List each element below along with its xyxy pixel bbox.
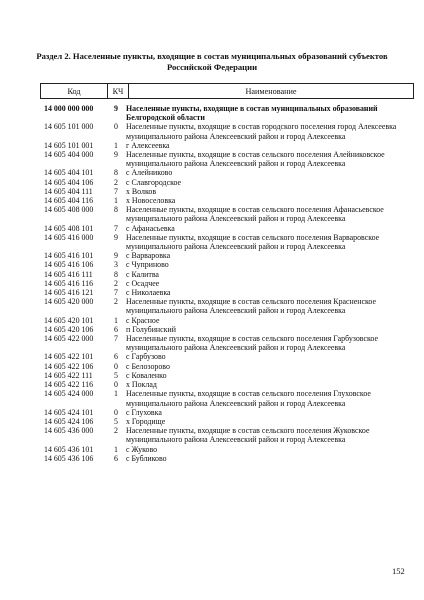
table-row [44, 196, 414, 205]
name-cell: с Жуково [126, 444, 158, 454]
name-cell: с Калитва [126, 269, 159, 279]
code-cell: 14 605 404 000 [44, 150, 94, 160]
code-cell: 14 605 101 001 [44, 140, 94, 150]
table-row [44, 334, 414, 352]
name-cell: с Афанасьевка [126, 223, 175, 233]
code-cell: 14 605 420 000 [44, 297, 94, 307]
column-header-code: Код [41, 84, 108, 99]
code-cell: 14 605 424 000 [44, 389, 94, 399]
name-cell: с Красное [126, 315, 160, 325]
kch-cell: 9 [114, 232, 118, 242]
kch-cell: 1 [114, 140, 118, 150]
table-row [44, 417, 414, 426]
kch-cell: 9 [114, 150, 118, 160]
name-cell: х Городище [126, 416, 166, 426]
kch-cell: 8 [114, 205, 118, 215]
table-row [44, 279, 414, 288]
column-header-kch: КЧ [108, 84, 129, 99]
table-row [44, 205, 414, 223]
code-cell: 14 605 404 101 [44, 168, 94, 178]
code-cell: 14 605 404 106 [44, 177, 94, 187]
name-cell: х Поклад [126, 380, 157, 390]
name-cell: с Варваровка [126, 251, 171, 261]
code-cell: 14 605 422 111 [44, 370, 93, 380]
name-cell: х Волков [126, 186, 157, 196]
table-row [44, 426, 414, 444]
name-cell: с Славгородское [126, 177, 182, 187]
code-cell: 14 605 420 101 [44, 315, 94, 325]
code-cell: 14 605 101 000 [44, 122, 94, 132]
kch-cell: 8 [114, 269, 118, 279]
name-cell: Населенные пункты, входящие в состав муниципальных образований Белгородской области [126, 104, 378, 123]
table-row [44, 251, 414, 260]
kch-cell: 8 [114, 168, 118, 178]
kch-cell: 7 [114, 186, 118, 196]
table-row [44, 371, 414, 380]
code-cell: 14 605 422 101 [44, 352, 94, 362]
code-cell: 14 605 422 106 [44, 361, 94, 371]
section-title: Раздел 2. Населенные пункты, входящие в состав муниципальных образований субъектов Российской Федерации [36, 51, 388, 72]
settlements-table [44, 104, 414, 463]
code-cell: 14 605 416 101 [44, 251, 94, 261]
name-cell: с Чуприново [126, 260, 169, 270]
table-row [44, 325, 414, 334]
kch-cell: 2 [114, 297, 118, 307]
table-row [44, 224, 414, 233]
table-row [44, 260, 414, 269]
code-cell: 14 605 436 106 [44, 453, 94, 463]
column-header-name: Наименование [129, 84, 414, 99]
table-row [44, 445, 414, 454]
table-row [44, 288, 414, 297]
table-row [44, 233, 414, 251]
table-row [44, 168, 414, 177]
table-row [44, 104, 414, 122]
table-row [44, 454, 414, 463]
name-cell: с Бубликово [126, 453, 167, 463]
code-cell: 14 605 408 101 [44, 223, 94, 233]
code-cell: 14 605 424 106 [44, 416, 94, 426]
code-cell: 14 605 422 000 [44, 334, 94, 344]
code-cell: 14 605 436 101 [44, 444, 94, 454]
name-cell: Населенные пункты, входящие в состав сельского поселения Жуковское муниципального района Алексеевский район и город Алексеевка [126, 426, 370, 445]
name-cell: Населенные пункты, входящие в состав сельского поселения Гарбузовское муниципального района Алексеевский район и город Алексеевка [126, 334, 378, 353]
name-cell: с Николаевка [126, 288, 171, 298]
code-cell: 14 605 416 116 [44, 278, 94, 288]
name-cell: с Осадчее [126, 278, 160, 288]
table-row [44, 316, 414, 325]
name-cell: Населенные пункты, входящие в состав сельского поселения Глуховское муниципального района Алексеевский район и город Алексеевка [126, 389, 371, 408]
name-cell: с Белозорово [126, 361, 170, 371]
kch-cell: 6 [114, 453, 118, 463]
kch-cell: 5 [114, 370, 118, 380]
code-cell: 14 605 420 106 [44, 324, 94, 334]
table-header [40, 83, 414, 99]
code-cell: 14 605 416 111 [44, 269, 93, 279]
table-row [44, 178, 414, 187]
code-cell: 14 605 416 121 [44, 288, 94, 298]
name-cell: п Голубинский [126, 324, 176, 334]
kch-cell: 0 [114, 122, 118, 132]
name-cell: г Алексеевка [126, 140, 170, 150]
kch-cell: 3 [114, 260, 118, 270]
table-row [44, 187, 414, 196]
code-cell: 14 605 424 101 [44, 407, 94, 417]
kch-cell: 1 [114, 315, 118, 325]
table-row [44, 389, 414, 407]
name-cell: с Глуховка [126, 407, 162, 417]
code-cell: 14 000 000 000 [44, 104, 94, 113]
table-row [44, 270, 414, 279]
name-cell: Населенные пункты, входящие в состав сельского поселения Афанасьевское муниципального района Алексеевский район и город Алексеевка [126, 205, 384, 224]
name-cell: Населенные пункты, входящие в состав городского поселения город Алексеевка муниципального района Алексеевский район и город Алексеевка [126, 122, 397, 141]
kch-cell: 7 [114, 288, 118, 298]
kch-cell: 9 [114, 251, 118, 261]
name-cell: Населенные пункты, входящие в состав сельского поселения Красненское муниципального района Алексеевский район и город Алексеевка [126, 297, 376, 316]
code-cell: 14 605 422 116 [44, 380, 94, 390]
page-number: 152 [392, 566, 405, 576]
kch-cell: 0 [114, 407, 118, 417]
kch-cell: 2 [114, 278, 118, 288]
code-cell: 14 605 416 106 [44, 260, 94, 270]
table-row [44, 141, 414, 150]
name-cell: с Коваленко [126, 370, 167, 380]
kch-cell: 1 [114, 196, 118, 206]
kch-cell: 0 [114, 380, 118, 390]
name-cell: Населенные пункты, входящие в состав сельского поселения Варваровское муниципального района Алексеевский район и город Алексеевка [126, 232, 380, 252]
kch-cell: 1 [114, 444, 118, 454]
table-row [44, 122, 414, 140]
code-cell: 14 605 408 000 [44, 205, 94, 215]
kch-cell: 5 [114, 416, 118, 426]
kch-cell: 6 [114, 352, 118, 362]
code-cell: 14 605 436 000 [44, 426, 94, 436]
kch-cell: 0 [114, 361, 118, 371]
kch-cell: 7 [114, 223, 118, 233]
table-row [44, 150, 414, 168]
code-cell: 14 605 404 111 [44, 186, 93, 196]
name-cell: х Новоселовка [126, 196, 176, 206]
code-cell: 14 605 404 116 [44, 196, 94, 206]
table-row [44, 362, 414, 371]
kch-cell: 1 [114, 389, 118, 399]
name-cell: Населенные пункты, входящие в состав сельского поселения Алейниковское муниципального района Алексеевский район и город Алексеевка [126, 150, 385, 169]
table-row [44, 380, 414, 389]
table-row [44, 297, 414, 315]
kch-cell: 7 [114, 334, 118, 344]
table-row [44, 352, 414, 361]
kch-cell: 6 [114, 324, 118, 334]
kch-cell: 9 [114, 104, 118, 113]
name-cell: с Гарбузово [126, 352, 166, 362]
kch-cell: 2 [114, 426, 118, 436]
name-cell: с Алейниково [126, 168, 173, 178]
table-row [44, 408, 414, 417]
code-cell: 14 605 416 000 [44, 232, 94, 242]
kch-cell: 2 [114, 177, 118, 187]
